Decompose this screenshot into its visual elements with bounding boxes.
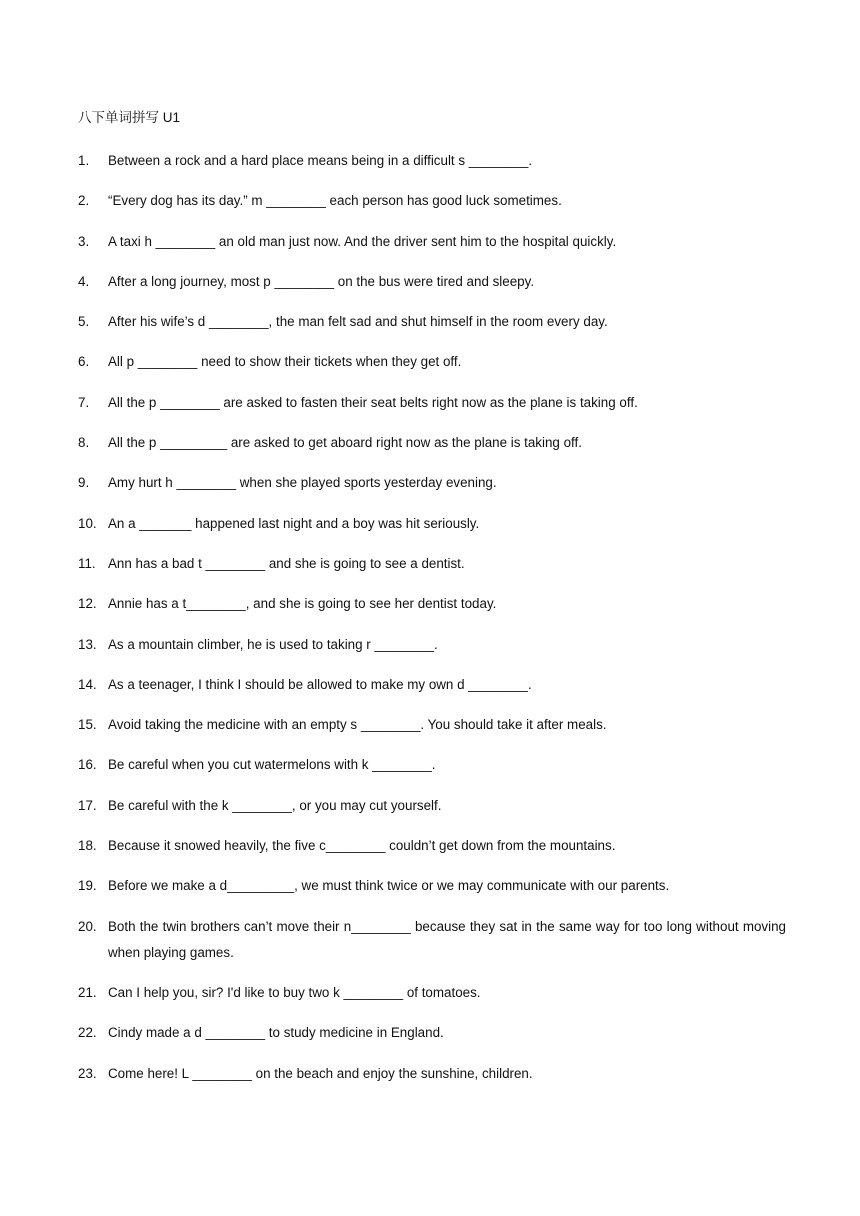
question-number: 3. (78, 233, 90, 249)
question-number: 4. (78, 273, 90, 289)
question-number: 7. (78, 394, 90, 410)
question-item (78, 632, 786, 658)
question-item (78, 309, 786, 335)
question-number: 14. (78, 676, 97, 692)
question-number: 13. (78, 636, 97, 652)
question-item (78, 229, 786, 255)
question-number: 19. (78, 878, 97, 894)
question-text: Avoid taking the medicine with an empty s ________. You should take it after meals. (108, 717, 607, 733)
question-text: A taxi h ________ an old man just now. And the driver sent him to the hospital quickly. (108, 233, 617, 249)
question-text: Before we make a d_________, we must think twice or we may communicate with our parents. (108, 878, 670, 894)
question-text: Come here! L ________ on the beach and enjoy the sunshine, children. (108, 1065, 533, 1081)
question-item (78, 833, 786, 859)
question-item (78, 551, 786, 577)
question-text: After a long journey, most p ________ on the bus were tired and sleepy. (108, 273, 535, 289)
question-item (78, 914, 786, 966)
question-text: As a teenager, I think I should be allowed to make my own d ________. (108, 676, 532, 692)
question-number: 9. (78, 475, 90, 491)
question-item (78, 873, 786, 899)
question-text: Be careful with the k ________, or you may cut yourself. (108, 797, 442, 813)
question-number: 5. (78, 314, 90, 330)
question-item (78, 390, 786, 416)
question-text: Both the twin brothers can’t move their n________ because they sat in the same way for too long without moving when playing games. (108, 918, 786, 960)
question-number: 10. (78, 515, 97, 531)
question-text: All the p ________ are asked to fasten their seat belts right now as the plane is taking off. (108, 394, 638, 410)
question-number: 6. (78, 354, 90, 370)
question-item (78, 1020, 786, 1046)
question-text: After his wife’s d ________, the man felt sad and shut himself in the room every day. (108, 314, 608, 330)
question-text: An a _______ happened last night and a boy was hit seriously. (108, 515, 480, 531)
question-item (78, 793, 786, 819)
question-number: 12. (78, 596, 97, 612)
question-number: 23. (78, 1065, 97, 1081)
question-text: “Every dog has its day.” m ________ each person has good luck sometimes. (108, 193, 562, 209)
document-title: 八下单词拼写 U1 (78, 110, 181, 125)
question-number: 2. (78, 193, 90, 209)
question-item (78, 430, 786, 456)
question-item (78, 591, 786, 617)
question-number: 17. (78, 797, 97, 813)
question-text: Amy hurt h ________ when she played sports yesterday evening. (108, 475, 497, 491)
question-text: As a mountain climber, he is used to taking r ________. (108, 636, 438, 652)
question-number: 16. (78, 757, 97, 773)
question-text: Cindy made a d ________ to study medicine in England. (108, 1025, 444, 1041)
question-item (78, 349, 786, 375)
question-text: All p ________ need to show their tickets when they get off. (108, 354, 462, 370)
question-number: 18. (78, 838, 97, 854)
question-number: 1. (78, 153, 90, 168)
question-number: 11. (78, 555, 96, 571)
question-list (78, 148, 786, 1101)
question-text: Between a rock and a hard place means being in a difficult s ________. (108, 153, 533, 168)
question-item (78, 269, 786, 295)
question-text: All the p _________ are asked to get aboard right now as the plane is taking off. (108, 435, 582, 451)
question-text: Ann has a bad t ________ and she is going to see a dentist. (108, 555, 465, 571)
question-item (78, 672, 786, 698)
question-item (78, 188, 786, 214)
question-number: 22. (78, 1025, 97, 1041)
question-item (78, 511, 786, 537)
question-number: 15. (78, 717, 97, 733)
question-item (78, 148, 786, 174)
question-item (78, 1061, 786, 1087)
question-text: Can I help you, sir? I'd like to buy two k ________ of tomatoes. (108, 984, 481, 1000)
question-number: 20. (78, 918, 97, 934)
question-item (78, 712, 786, 738)
question-item (78, 980, 786, 1006)
question-number: 8. (78, 435, 90, 451)
question-number: 21. (78, 984, 97, 1000)
question-item (78, 470, 786, 496)
question-item (78, 752, 786, 778)
question-text: Be careful when you cut watermelons with k ________. (108, 757, 436, 773)
question-text: Annie has a t________, and she is going to see her dentist today. (108, 596, 497, 612)
question-text: Because it snowed heavily, the five c________ couldn’t get down from the mountains. (108, 838, 616, 854)
